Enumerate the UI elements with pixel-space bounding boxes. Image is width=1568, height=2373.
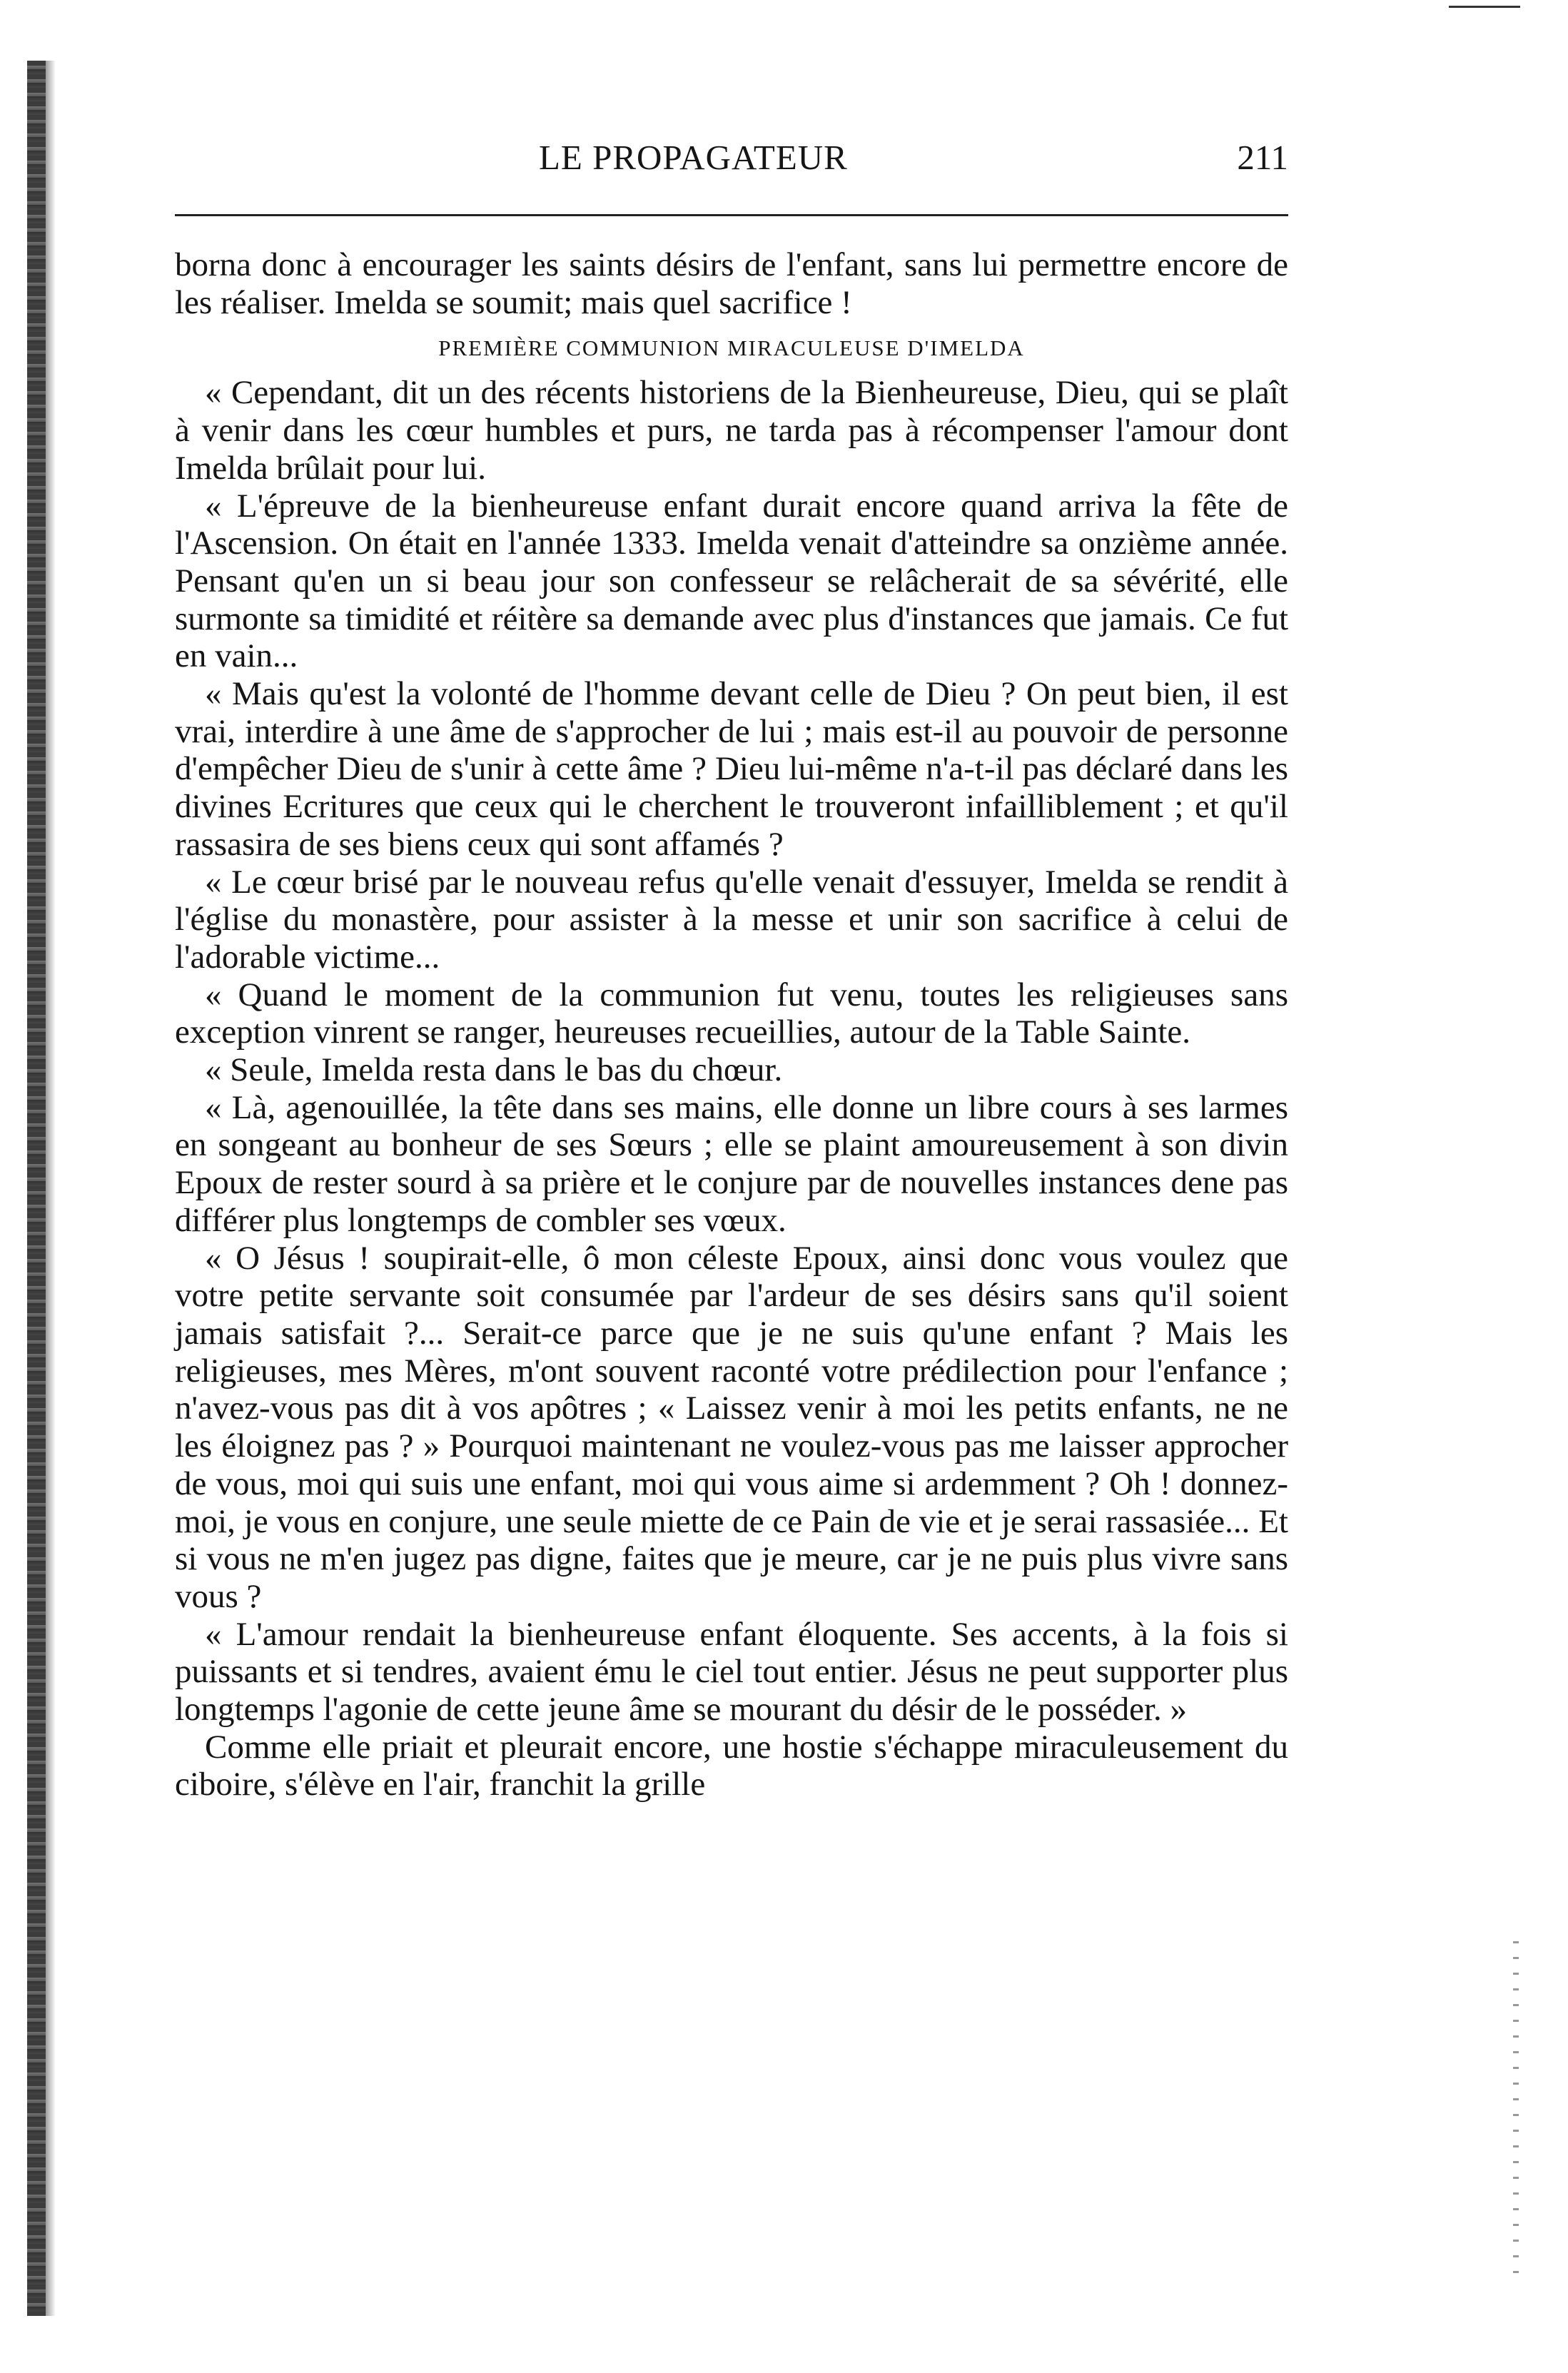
paragraph: « Cependant, dit un des récents historiens de la Bienheureuse, Dieu, qui se plaît à venir dans les cœur humbles et purs, ne tarda pas à récompenser l'amour dont Imelda brûlait pour lui. <box>175 374 1288 487</box>
scanned-page-edge <box>27 61 46 2316</box>
paragraph: « O Jésus ! soupirait-elle, ô mon céleste Epoux, ainsi donc vous voulez que votre petite servante soit consumée par l'ardeur de ses désirs sans qu'il soient jamais satisfait ?... Serait-ce parce que je ne suis qu'une enfant ? Mais les religieuses, mes Mères, m'ont souvent raconté votre prédilection pour l'enfance ; n'avez-vous pas dit à vos apôtres ; « Laissez venir à moi les petits enfants, ne ne les éloignez pas ? » Pourquoi maintenant ne voulez-vous pas me laisser approcher de vous, moi qui suis une enfant, moi qui vous aime si ardemment ? Oh ! donnez-moi, je vous en conjure, une seule miette de ce Pain de vie et je serai rassasiée... Et si vous ne m'en jugez pas digne, faites que je meure, car je ne puis plus vivre sans vous ? <box>175 1239 1288 1615</box>
page-number: 211 <box>1237 138 1288 177</box>
margin-specks <box>1513 1941 1519 2284</box>
scanned-page-shadow <box>46 61 56 2316</box>
paragraph: « L'épreuve de la bienheureuse enfant durait encore quand arriva la fête de l'Ascension. On était en l'année 1333. Imelda venait d'atteindre sa onzième année. Pensant qu'en un si beau jour son confesseur se relâcherait de sa sévérité, elle surmonte sa timidité et réitère sa demande avec plus d'instances que jamais. Ce fut en vain... <box>175 487 1288 675</box>
header-rule <box>175 214 1288 216</box>
scan-mark <box>1449 6 1520 8</box>
page-body <box>175 246 1288 1803</box>
paragraph: « Seule, Imelda resta dans le bas du chœur. <box>205 1051 783 1089</box>
paragraph: « Le cœur brisé par le nouveau refus qu'elle venait d'essuyer, Imelda se rendit à l'église du monastère, pour assister à la messe et unir son sacrifice à celui de l'adorable victime... <box>175 863 1288 976</box>
page-header <box>175 137 1288 187</box>
opening-paragraph: borna donc à encourager les saints désirs de l'enfant, sans lui permettre encore de les réaliser. Imelda se soumit; mais quel sacrifice ! <box>175 246 1288 321</box>
paragraph: « Quand le moment de la communion fut venu, toutes les religieuses sans exception vinrent se ranger, heureuses recueillies, autour de la Table Sainte. <box>175 976 1288 1051</box>
paragraph: « Mais qu'est la volonté de l'homme devant celle de Dieu ? On peut bien, il est vrai, interdire à une âme de s'approcher de lui ; mais est-il au pouvoir de personne d'empêcher Dieu de s'unir à cette âme ? Dieu lui-même n'a-t-il pas déclaré dans les divines Ecritures que ceux qui le cherchent le trouveront infailliblement ; et qu'il rassasira de ses biens ceux qui sont affamés ? <box>175 675 1288 863</box>
paragraph: « Là, agenouillée, la tête dans ses mains, elle donne un libre cours à ses larmes en songeant au bonheur de ses Sœurs ; elle se plaint amoureusement à son divin Epoux de rester sourd à sa prière et le conjure par de nouvelles instances dene pas différer plus longtemps de combler ses vœux. <box>175 1088 1288 1239</box>
paragraph: Comme elle priait et pleurait encore, une hostie s'échappe miraculeusement du ciboire, s'élève en l'air, franchit la grille <box>175 1728 1288 1803</box>
paragraph: « L'amour rendait la bienheureuse enfant éloquente. Ses accents, à la fois si puissants et si tendres, avaient ému le ciel tout entier. Jésus ne peut supporter plus longtemps l'agonie de cette jeune âme se mourant du désir de le posséder. » <box>175 1615 1288 1729</box>
running-title: LE PROPAGATEUR <box>539 138 848 177</box>
chapter-heading: PREMIÈRE COMMUNION MIRACULEUSE D'IMELDA <box>438 335 1025 361</box>
